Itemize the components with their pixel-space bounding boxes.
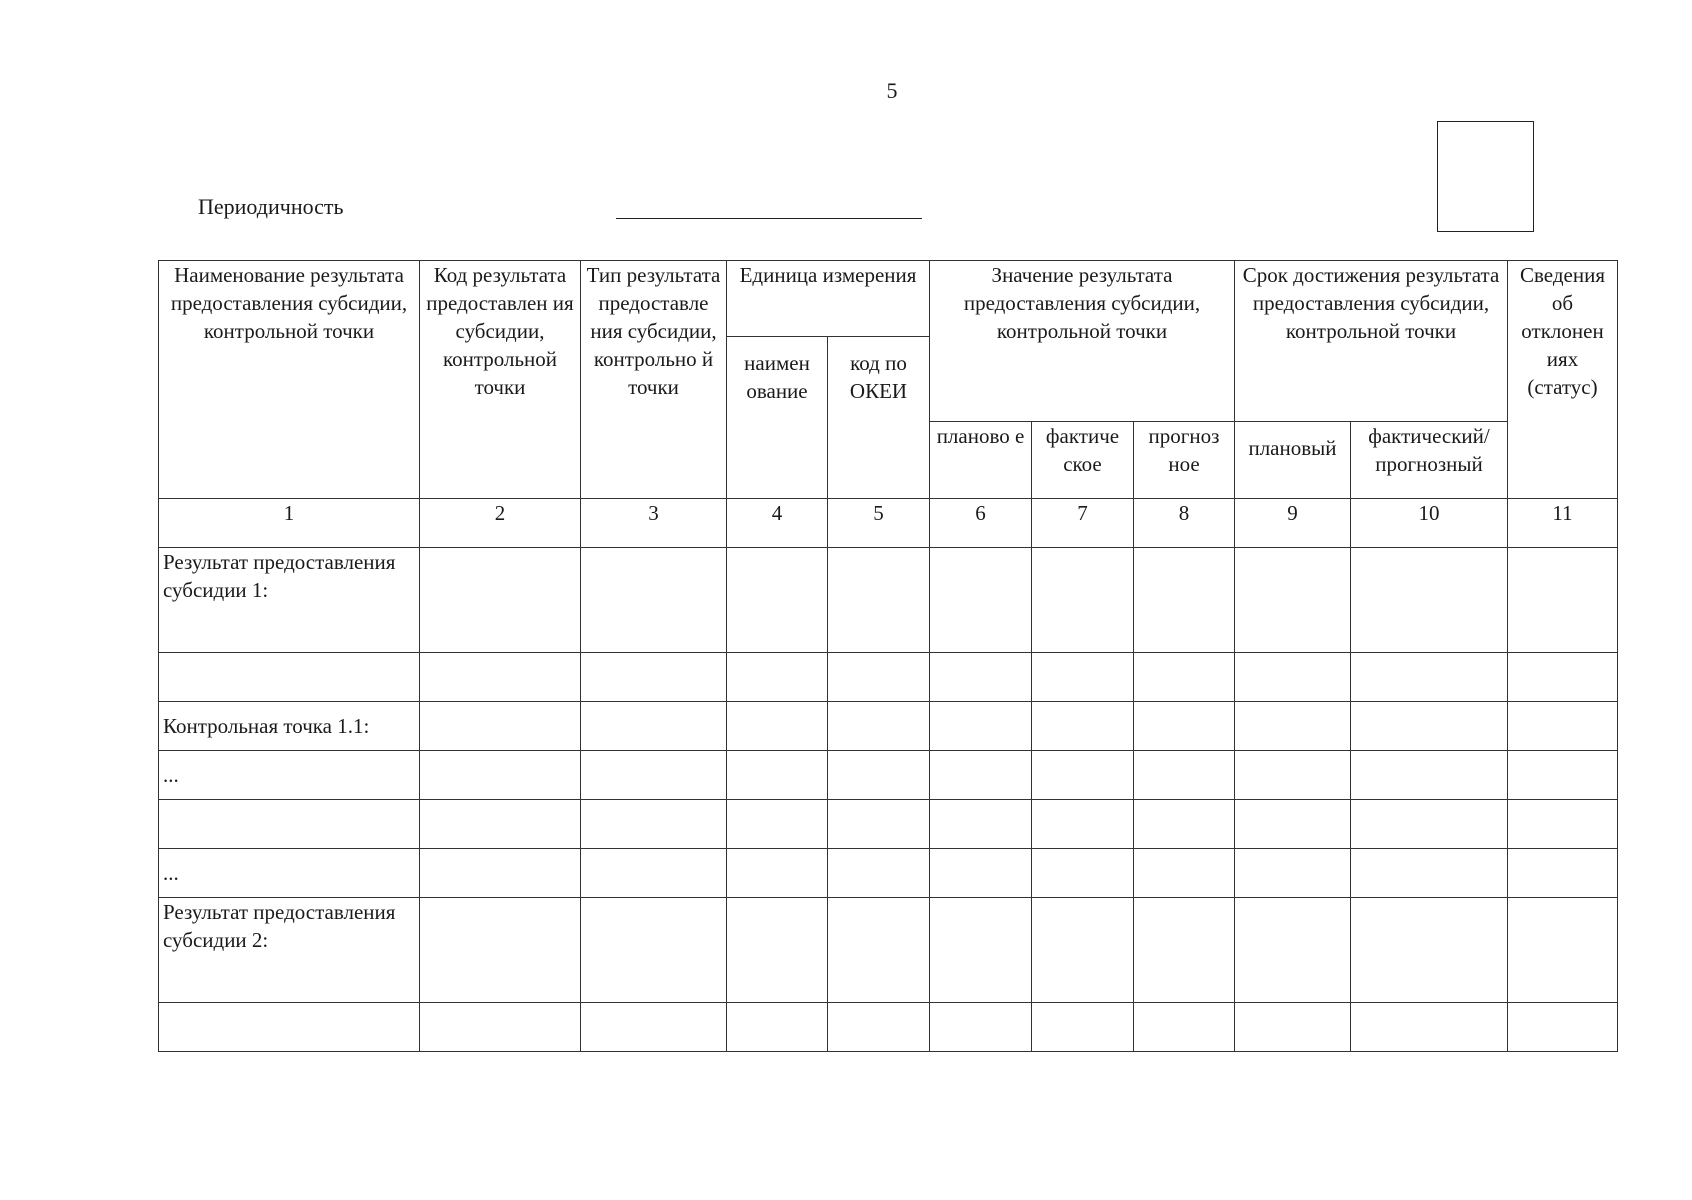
table-row: [159, 702, 1618, 751]
table-cell[interactable]: [828, 1003, 930, 1052]
column-number: 4: [727, 499, 828, 548]
table-cell[interactable]: [930, 548, 1032, 653]
table-cell[interactable]: [420, 702, 581, 751]
table-cell[interactable]: [727, 800, 828, 849]
table-cell[interactable]: [727, 548, 828, 653]
table-cell[interactable]: [828, 849, 930, 898]
table-cell[interactable]: [930, 653, 1032, 702]
table-cell[interactable]: [727, 653, 828, 702]
table-cell[interactable]: [1508, 898, 1618, 1003]
table-cell[interactable]: [1508, 548, 1618, 653]
table-cell[interactable]: [828, 702, 930, 751]
table-cell[interactable]: [1508, 702, 1618, 751]
table-cell[interactable]: [420, 653, 581, 702]
table-cell[interactable]: [828, 548, 930, 653]
table-row: [159, 1003, 1618, 1052]
row-label: ...: [159, 751, 420, 800]
table-cell[interactable]: [1235, 800, 1351, 849]
table-cell[interactable]: [581, 653, 727, 702]
table-cell[interactable]: [1032, 751, 1134, 800]
table-cell[interactable]: [1032, 800, 1134, 849]
table-cell[interactable]: [581, 800, 727, 849]
table-cell[interactable]: [727, 751, 828, 800]
table-cell[interactable]: [930, 898, 1032, 1003]
header-planned-deadline: плановый: [1235, 422, 1351, 499]
header-unit-name: наимен ование: [727, 337, 828, 499]
table-cell[interactable]: [1235, 751, 1351, 800]
table-cell[interactable]: [420, 1003, 581, 1052]
column-number: 9: [1235, 499, 1351, 548]
header-result-name: Наименование результата предоставления субсидии, контрольной точки: [159, 261, 420, 499]
table-cell[interactable]: [1134, 548, 1235, 653]
table-cell[interactable]: [1134, 653, 1235, 702]
table-row: [159, 849, 1618, 898]
table-cell[interactable]: [1134, 1003, 1235, 1052]
column-number: 5: [828, 499, 930, 548]
column-number: 1: [159, 499, 420, 548]
table-cell[interactable]: [1032, 898, 1134, 1003]
table-cell[interactable]: [1351, 702, 1508, 751]
column-number: 10: [1351, 499, 1508, 548]
table-cell[interactable]: [1508, 849, 1618, 898]
table-cell[interactable]: [828, 898, 930, 1003]
table-cell[interactable]: [1032, 849, 1134, 898]
table-cell[interactable]: [581, 751, 727, 800]
table-cell[interactable]: [930, 1003, 1032, 1052]
column-number: 11: [1508, 499, 1618, 548]
table-cell[interactable]: [930, 800, 1032, 849]
periodicity-code-box[interactable]: [1437, 121, 1534, 232]
row-label: Контрольная точка 1.1:: [159, 702, 420, 751]
header-row-1: [159, 261, 1618, 337]
table-cell[interactable]: [1235, 849, 1351, 898]
table-cell[interactable]: [581, 548, 727, 653]
table-cell[interactable]: [930, 849, 1032, 898]
table-cell[interactable]: [420, 849, 581, 898]
table-cell[interactable]: [1351, 751, 1508, 800]
table-cell[interactable]: [581, 1003, 727, 1052]
table-cell[interactable]: [420, 751, 581, 800]
table-cell[interactable]: [1508, 800, 1618, 849]
table-cell[interactable]: [727, 898, 828, 1003]
table-cell[interactable]: [1032, 653, 1134, 702]
table-cell[interactable]: [930, 751, 1032, 800]
table-cell[interactable]: [828, 751, 930, 800]
column-number: 3: [581, 499, 727, 548]
table-cell[interactable]: [1235, 1003, 1351, 1052]
table-cell[interactable]: [930, 702, 1032, 751]
table-row: [159, 898, 1618, 1003]
header-unit-group: Единица измерения: [727, 261, 930, 337]
header-value-group: Значение результата предоставления субсидии, контрольной точки: [930, 261, 1235, 422]
header-result-code: Код результата предоставлен ия субсидии, контрольной точки: [420, 261, 581, 499]
table-row: [159, 800, 1618, 849]
row-label: ...: [159, 849, 420, 898]
table-cell[interactable]: [1351, 849, 1508, 898]
table-cell[interactable]: [581, 702, 727, 751]
table-row: [159, 751, 1618, 800]
table-cell[interactable]: [1235, 898, 1351, 1003]
table-cell[interactable]: [1134, 849, 1235, 898]
table-cell[interactable]: [1351, 800, 1508, 849]
column-number: 7: [1032, 499, 1134, 548]
table-cell[interactable]: [1351, 898, 1508, 1003]
table-cell[interactable]: [1508, 751, 1618, 800]
row-label[interactable]: [159, 1003, 420, 1052]
header-actual-value: фактиче ское: [1032, 422, 1134, 499]
table-cell[interactable]: [1235, 548, 1351, 653]
column-number-row: [159, 499, 1618, 548]
header-deadline-group: Срок достижения результата предоставления субсидии, контрольной точки: [1235, 261, 1508, 422]
header-planned-value: планово е: [930, 422, 1032, 499]
header-deviation-status: Сведения об отклонен иях (статус): [1508, 261, 1618, 499]
table-cell[interactable]: [1032, 702, 1134, 751]
column-number: 6: [930, 499, 1032, 548]
table-cell[interactable]: [420, 898, 581, 1003]
results-table: [158, 260, 1618, 1052]
header-result-type: Тип результата предоставле ния субсидии, контрольно й точки: [581, 261, 727, 499]
column-number: 8: [1134, 499, 1235, 548]
table-cell[interactable]: [1235, 653, 1351, 702]
table-cell[interactable]: [1508, 653, 1618, 702]
table-cell[interactable]: [420, 800, 581, 849]
row-label[interactable]: [159, 800, 420, 849]
table-cell[interactable]: [581, 849, 727, 898]
row-label: Результат предоставления субсидии 1:: [159, 548, 420, 653]
table-row: [159, 548, 1618, 653]
table-cell[interactable]: [828, 800, 930, 849]
table-cell[interactable]: [581, 898, 727, 1003]
table-cell[interactable]: [1351, 548, 1508, 653]
column-number: 2: [420, 499, 581, 548]
table-cell[interactable]: [420, 548, 581, 653]
table-cell[interactable]: [1351, 1003, 1508, 1052]
table-cell[interactable]: [1235, 702, 1351, 751]
table-cell[interactable]: [1134, 751, 1235, 800]
table-cell[interactable]: [1032, 548, 1134, 653]
table-cell[interactable]: [828, 653, 930, 702]
periodicity-fill-line[interactable]: [616, 218, 922, 219]
table-cell[interactable]: [1134, 898, 1235, 1003]
header-actual-deadline: фактический/ прогнозный: [1351, 422, 1508, 499]
row-label: Результат предоставления субсидии 2:: [159, 898, 420, 1003]
table-cell[interactable]: [727, 1003, 828, 1052]
table-cell[interactable]: [1351, 653, 1508, 702]
table-cell[interactable]: [1134, 800, 1235, 849]
row-label[interactable]: [159, 653, 420, 702]
page-number: 5: [886, 78, 898, 103]
table-cell[interactable]: [727, 849, 828, 898]
header-okei-code: код по ОКЕИ: [828, 337, 930, 499]
periodicity-label: Периодичность: [198, 194, 344, 219]
table-cell[interactable]: [1032, 1003, 1134, 1052]
table-cell[interactable]: [1508, 1003, 1618, 1052]
header-forecast-value: прогноз ное: [1134, 422, 1235, 499]
table-row: [159, 653, 1618, 702]
table-cell[interactable]: [1134, 702, 1235, 751]
table-cell[interactable]: [727, 702, 828, 751]
